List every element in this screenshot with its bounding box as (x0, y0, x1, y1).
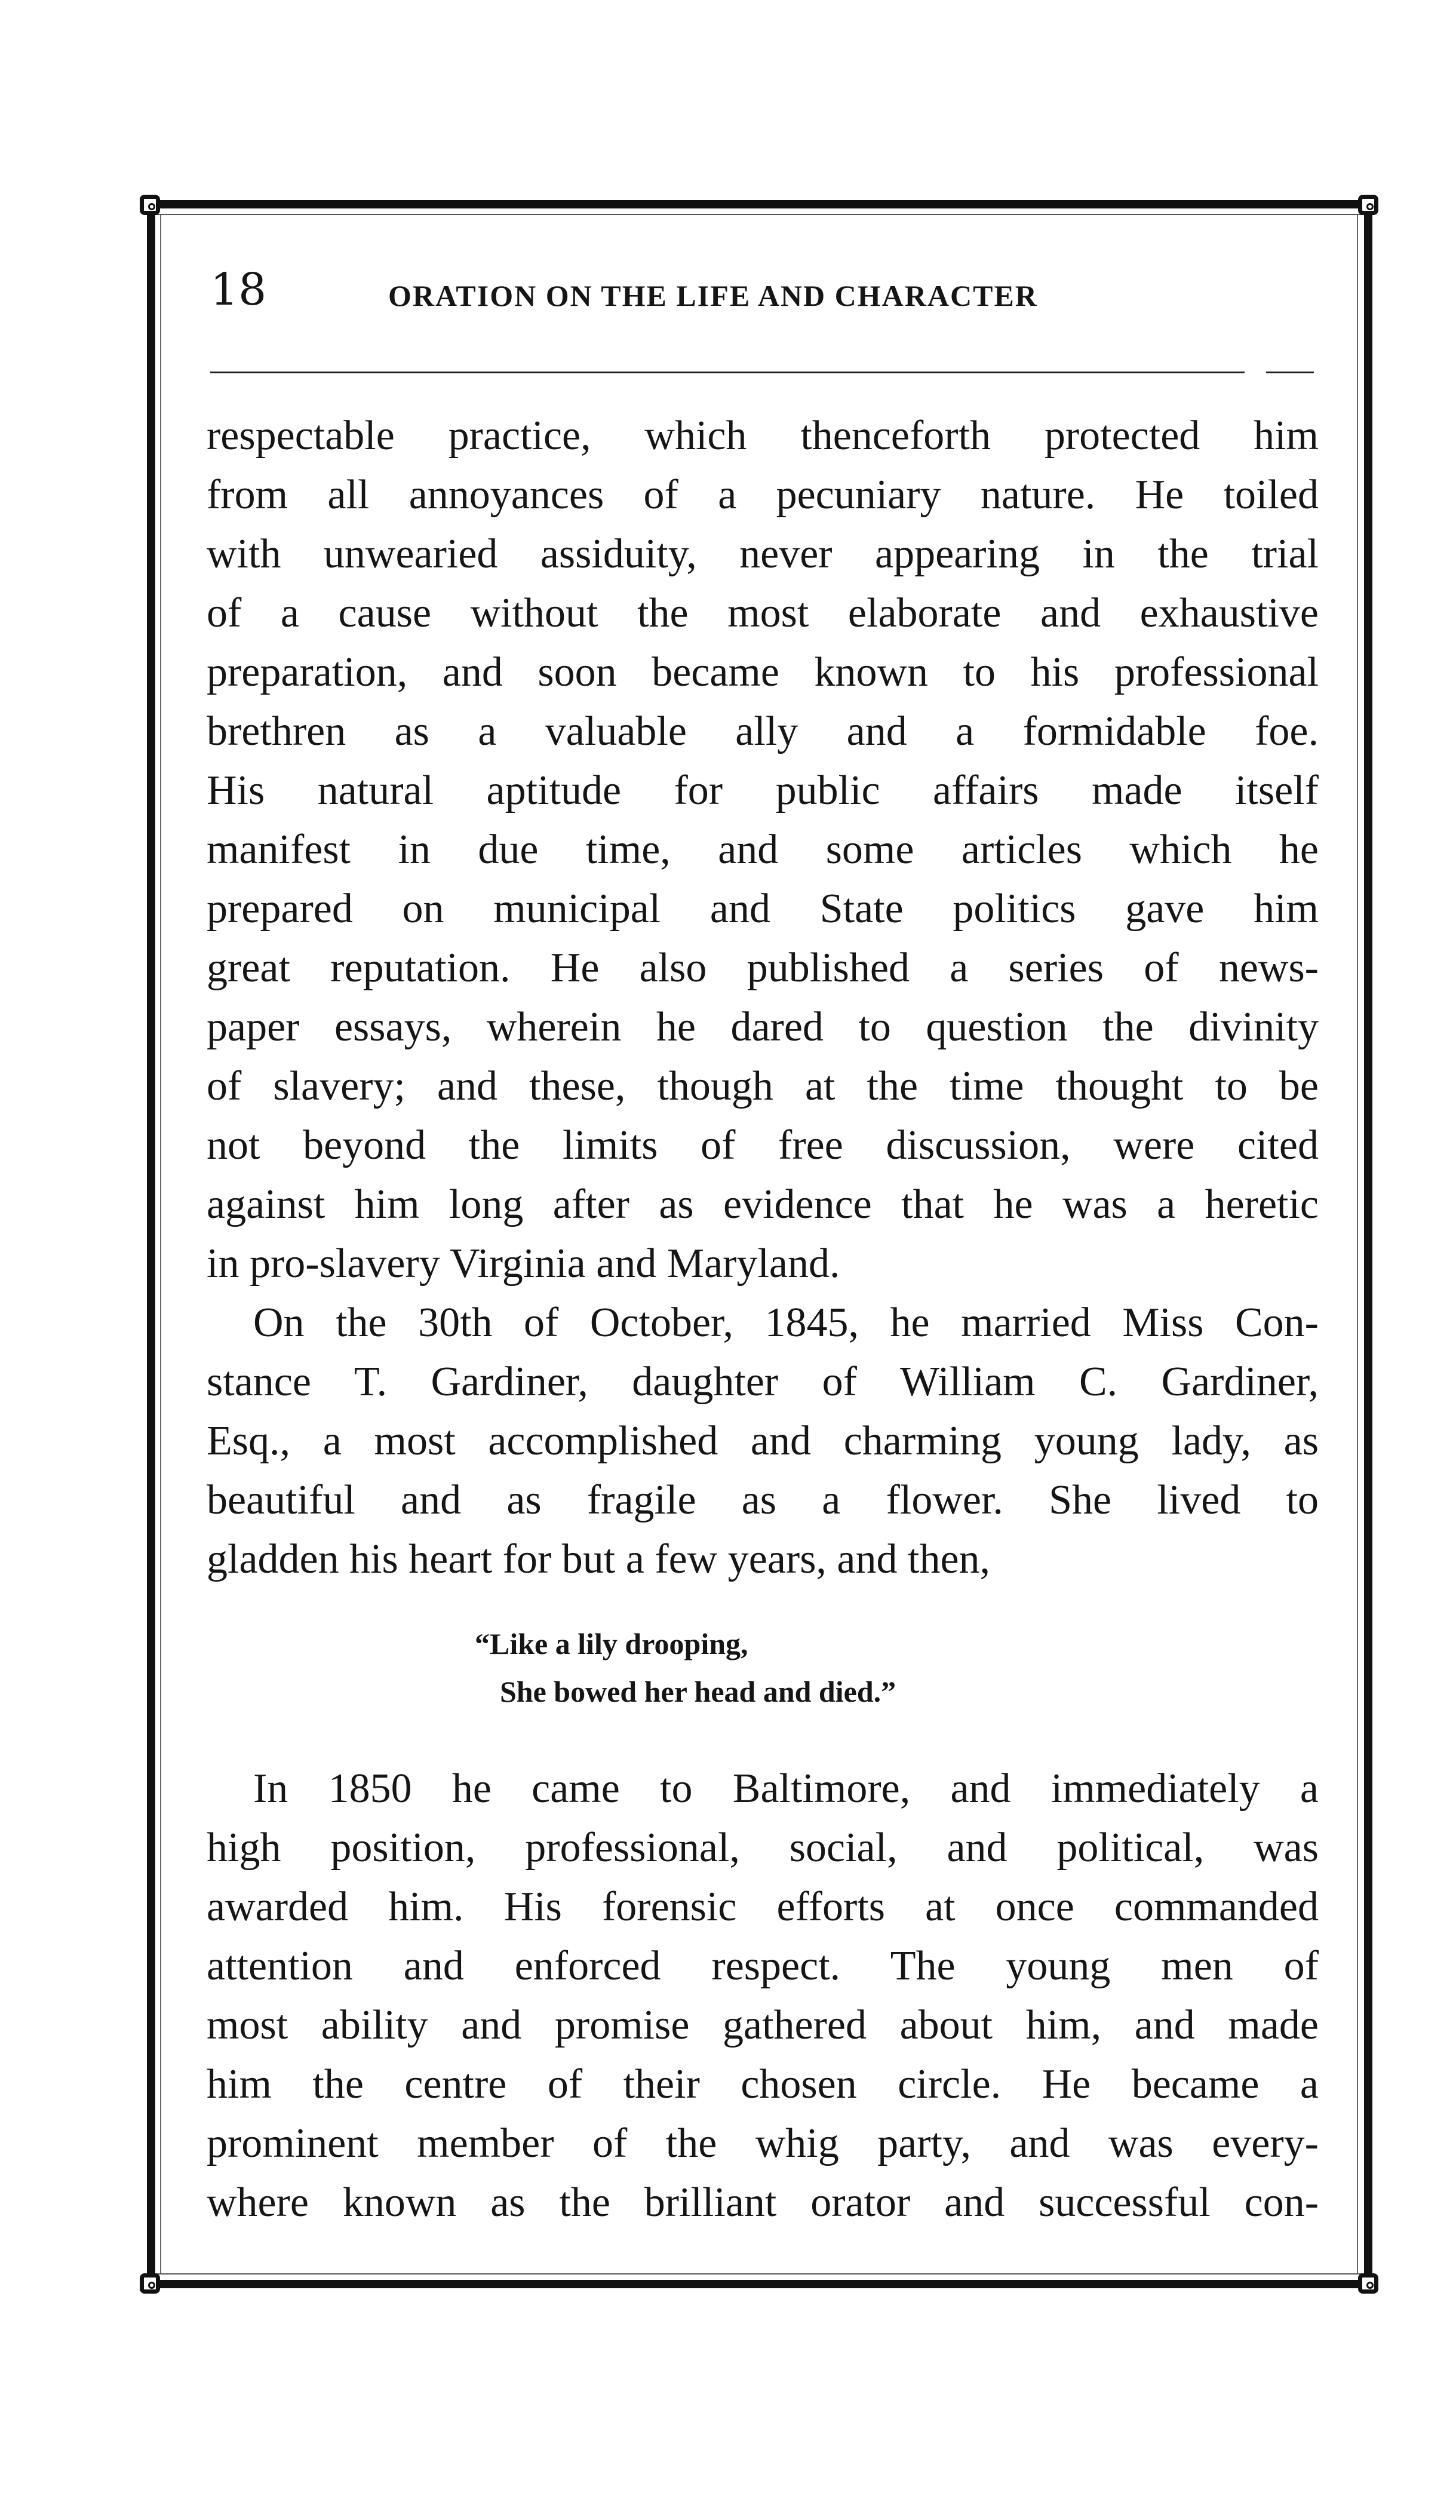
text-line: from all annoyances of a pecuniary nature. He toiled (207, 472, 1319, 518)
text-line: of a cause without the most elaborate and exhaustive (207, 590, 1319, 636)
verse-quotation (475, 1620, 896, 1715)
text-line: stance T. Gardiner, daughter of William C. Gardiner, (207, 1359, 1319, 1405)
paragraph-3 (207, 1759, 1319, 2232)
text-line: respectable practice, which thenceforth protected him (207, 413, 1319, 459)
frame-corner-ornament-icon (1358, 2273, 1378, 2294)
header-rule-short (1266, 372, 1314, 373)
text-line: His natural aptitude for public affairs made itself (207, 768, 1319, 814)
frame-bottom-rule (150, 2280, 1369, 2288)
text-line: attention and enforced respect. The young men of (207, 1943, 1319, 1989)
paragraph-2 (207, 1293, 1319, 1589)
text-line: in pro-slavery Virginia and Maryland. (207, 1241, 840, 1287)
frame-corner-ornament-icon (140, 2273, 160, 2294)
text-line: gladden his heart for but a few years, and then, (207, 1536, 991, 1582)
text-line: against him long after as evidence that he was a heretic (207, 1181, 1319, 1227)
running-head: ORATION ON THE LIFE AND CHARACTER (388, 279, 1038, 312)
frame-top-thin-rule (150, 214, 1369, 215)
text-line: great reputation. He also published a series of news- (207, 945, 1319, 991)
frame-left-thin-rule (160, 215, 161, 2273)
text-line: manifest in due time, and some articles which he (207, 827, 1319, 873)
verse-line: She bowed her head and died.” (500, 1675, 896, 1708)
text-line: where known as the brilliant orator and successful con- (207, 2180, 1319, 2226)
frame-right-rule (1364, 204, 1372, 2284)
text-line: prominent member of the whig party, and was every- (207, 2120, 1319, 2166)
text-line: Esq., a most accomplished and charming young lady, as (207, 1418, 1319, 1464)
text-line: high position, professional, social, and political, was (207, 1825, 1319, 1871)
frame-top-rule (150, 200, 1369, 208)
frame-left-rule (147, 204, 155, 2284)
text-line: awarded him. His forensic efforts at once commanded (207, 1884, 1319, 1930)
header-rule (210, 372, 1245, 373)
text-line: brethren as a valuable ally and a formidable foe. (207, 708, 1319, 754)
text-line: preparation, and soon became known to his professional (207, 649, 1319, 695)
text-line: In 1850 he came to Baltimore, and immediately a (253, 1766, 1319, 1812)
text-line: with unwearied assiduity, never appearing in the trial (207, 531, 1319, 577)
frame-right-thin-rule (1357, 215, 1358, 2273)
text-line: beautiful and as fragile as a flower. She lived to (207, 1477, 1319, 1523)
text-line: On the 30th of October, 1845, he married Miss Con- (253, 1300, 1319, 1346)
frame-bottom-thin-rule (150, 2273, 1369, 2275)
paragraph-1 (207, 406, 1319, 1293)
frame-corner-ornament-icon (1358, 195, 1378, 215)
text-line: of slavery; and these, though at the time thought to be (207, 1063, 1319, 1109)
page-number: 18 (210, 264, 267, 315)
frame-corner-ornament-icon (140, 195, 160, 215)
text-line: paper essays, wherein he dared to question the divinity (207, 1004, 1319, 1050)
text-line: him the centre of their chosen circle. He became a (207, 2061, 1319, 2107)
text-line: most ability and promise gathered about him, and made (207, 2002, 1319, 2048)
text-line: not beyond the limits of free discussion, were cited (207, 1122, 1319, 1168)
verse-line: “Like a lily drooping, (475, 1627, 748, 1660)
text-line: prepared on municipal and State politics gave him (207, 886, 1319, 932)
